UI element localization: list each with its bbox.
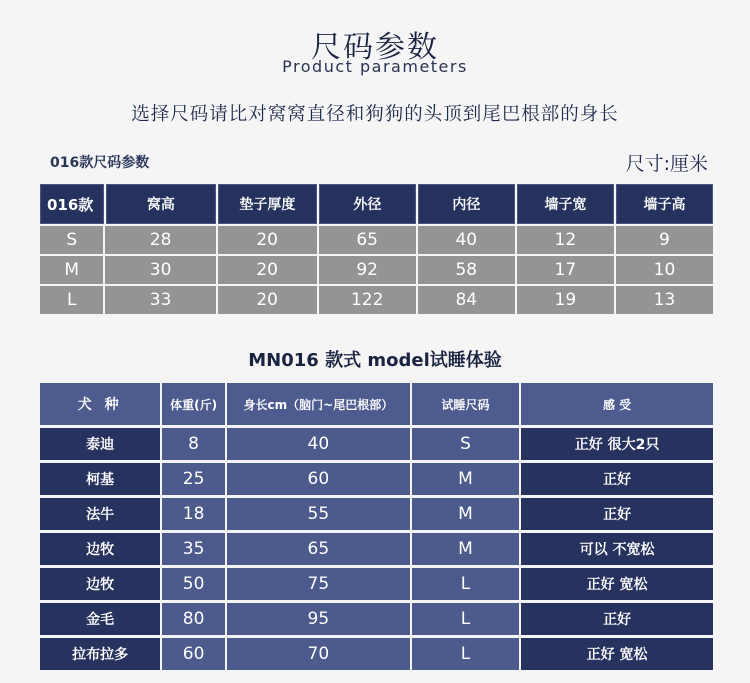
weight-cell: 25: [162, 463, 225, 495]
size-header-cell: 窝高: [106, 184, 216, 224]
weight-cell: 35: [162, 533, 225, 565]
weight-cell: 60: [162, 638, 225, 670]
feeling-cell: 正好 宽松: [521, 638, 713, 670]
length-cell: 95: [227, 603, 410, 635]
trial-table: [40, 383, 713, 673]
trial-header-cell: 体重(斤): [162, 383, 225, 425]
length-cell: 40: [227, 428, 410, 460]
breed-cell: 拉布拉多: [40, 638, 160, 670]
length-cell: 55: [227, 498, 410, 530]
table-row: [40, 568, 713, 600]
size-cell: 65: [319, 226, 416, 254]
table-row: [40, 226, 713, 254]
weight-cell: 18: [162, 498, 225, 530]
size-header-cell: 墙子高: [616, 184, 713, 224]
size-table-header: [40, 184, 713, 224]
trial-size-cell: M: [412, 498, 519, 530]
trial-size-cell: L: [412, 638, 519, 670]
size-cell: 20: [218, 226, 317, 254]
table-row: [40, 256, 713, 284]
trial-table-header: [40, 383, 713, 425]
trial-size-cell: M: [412, 533, 519, 565]
table-row: [40, 638, 713, 670]
trial-table-title: MN016 款式 model试睡体验: [248, 350, 502, 371]
size-cell: 30: [105, 256, 215, 284]
table-row: [40, 428, 713, 460]
trial-header-cell: 感 受: [521, 383, 713, 425]
size-cell: 20: [218, 286, 317, 314]
table-row: [40, 498, 713, 530]
size-cell: 33: [105, 286, 215, 314]
size-header-cell: 墙子宽: [517, 184, 614, 224]
size-cell: L: [40, 286, 103, 314]
size-cell: 13: [616, 286, 713, 314]
weight-cell: 8: [162, 428, 225, 460]
breed-cell: 边牧: [40, 568, 160, 600]
size-cell: 20: [218, 256, 317, 284]
length-cell: 70: [227, 638, 410, 670]
size-cell: 17: [517, 256, 614, 284]
length-cell: 65: [227, 533, 410, 565]
size-cell: M: [40, 256, 103, 284]
size-instructions: 选择尺码请比对窝窝直径和狗狗的头顶到尾巴根部的身长: [131, 104, 619, 125]
size-header-cell: 内径: [418, 184, 515, 224]
size-cell: 92: [319, 256, 416, 284]
feeling-cell: 可以 不宽松: [521, 533, 713, 565]
length-cell: 60: [227, 463, 410, 495]
page-title-english: Product parameters: [282, 57, 468, 76]
trial-size-cell: L: [412, 603, 519, 635]
trial-size-cell: L: [412, 568, 519, 600]
trial-header-cell: 犬 种: [40, 383, 160, 425]
weight-cell: 80: [162, 603, 225, 635]
table-row: [40, 603, 713, 635]
feeling-cell: 正好: [521, 603, 713, 635]
size-header-cell: 016款: [40, 184, 104, 224]
table-row: [40, 286, 713, 314]
trial-header-cell: 身长cm（脑门~尾巴根部）: [227, 383, 410, 425]
length-cell: 75: [227, 568, 410, 600]
size-table: [40, 184, 713, 316]
size-cell: 40: [418, 226, 515, 254]
breed-cell: 法牛: [40, 498, 160, 530]
breed-cell: 柯基: [40, 463, 160, 495]
feeling-cell: 正好 宽松: [521, 568, 713, 600]
table-row: [40, 463, 713, 495]
weight-cell: 50: [162, 568, 225, 600]
size-cell: S: [40, 226, 103, 254]
size-cell: 84: [418, 286, 515, 314]
size-cell: 19: [517, 286, 614, 314]
feeling-cell: 正好 很大2只: [521, 428, 713, 460]
feeling-cell: 正好: [521, 498, 713, 530]
breed-cell: 边牧: [40, 533, 160, 565]
feeling-cell: 正好: [521, 463, 713, 495]
table-row: [40, 533, 713, 565]
size-cell: 9: [616, 226, 713, 254]
size-cell: 12: [517, 226, 614, 254]
trial-header-cell: 试睡尺码: [412, 383, 519, 425]
breed-cell: 金毛: [40, 603, 160, 635]
size-cell: 28: [105, 226, 215, 254]
size-table-label: 016款尺码参数: [50, 155, 150, 171]
size-cell: 58: [418, 256, 515, 284]
breed-cell: 泰迪: [40, 428, 160, 460]
trial-size-cell: M: [412, 463, 519, 495]
size-header-cell: 外径: [319, 184, 416, 224]
size-cell: 122: [319, 286, 416, 314]
trial-size-cell: S: [412, 428, 519, 460]
size-table-unit: 尺寸:厘米: [625, 153, 708, 175]
size-header-cell: 垫子厚度: [218, 184, 317, 224]
size-cell: 10: [616, 256, 713, 284]
page-title: 尺码参数: [311, 30, 439, 65]
